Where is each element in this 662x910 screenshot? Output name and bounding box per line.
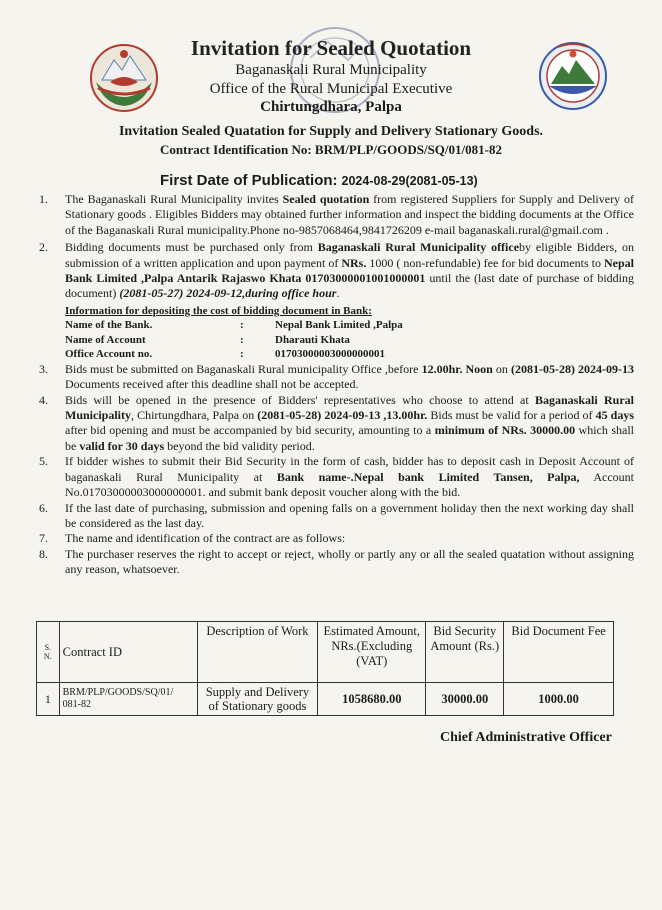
table-header-row: [37, 622, 614, 683]
cell-sn: 1: [37, 683, 60, 716]
header-contract-id: Contract ID: [59, 622, 197, 683]
publication-date-line: [160, 172, 478, 190]
list-item: 2. Bidding documents must be purchased only from Baganaskali Rural Municipality officeby eligible Bidders, on submission of a written application and upon payment of NRs. 1000 ( non-refundable) fee for bid documents to Nepal Bank Limited ,Palpa Antarik Rajaswo Khata 01703000001001000001 until the (last date of purchase of bidding document) (2081-05-27) 2024-09-12,during office hour.: [39, 240, 635, 301]
contract-table: [36, 621, 614, 716]
conditions-list: [28, 192, 634, 578]
list-item: 5. If bidder wishes to submit their Bid Security in the form of cash, bidder has to deposit cash in Deposit Account of baganaskali Rural Municipality at Bank name-.Nepal bank Limited Tansen, Palpa, Account No.01703000003000000001. and submit bank deposit voucher along with the bid.: [39, 454, 634, 500]
list-item: 1. The Baganaskali Rural Municipality invites Sealed quotation from registered Suppliers for Supply and Delivery of Stationary goods . Eligibles Bidders may obtained further information and inspect the bidding documents at the Office of the Baganaskali Rural municipality.Phone no-9857068464,9841726209 e-mail baganaskali.rural@gmail.com .: [39, 192, 634, 237]
bank-info-row: Office Account no. : 01703000003000000001: [65, 348, 385, 361]
table-row: [37, 683, 614, 716]
cell-bid-document-fee: 1000.00: [504, 683, 614, 716]
publication-label: First Date of Publication:: [160, 172, 338, 189]
bank-info-heading: Information for depositing the cost of bidding document in Bank:: [65, 304, 372, 317]
cell-contract-id: BRM/PLP/GOODS/SQ/01/ 081-82: [59, 683, 197, 716]
list-item: 7. The name and identification of the contract are as follows:: [39, 531, 346, 546]
cell-estimated-amount: 1058680.00: [318, 683, 426, 716]
notice-heading: Invitation Sealed Quatation for Supply and Delivery Stationary Goods.: [118, 124, 544, 139]
header-sn: S. N.: [37, 622, 60, 683]
contract-identification: Contract Identification No: BRM/PLP/GOODS/SQ/01/081-82: [160, 142, 502, 157]
bank-info-row: Name of the Bank. : Nepal Bank Limited ,Palpa: [65, 319, 403, 332]
list-item: 8. The purchaser reserves the right to accept or reject, wholly or partly any or all the sealed quatation without assigning any reason, whatsoever.: [39, 546, 634, 577]
bank-info-row: Name of Account : Dharauti Khata: [65, 333, 350, 346]
header-bid-document-fee: Bid Document Fee: [504, 622, 614, 683]
signatory-title: Chief Administrative Officer: [440, 730, 612, 745]
list-item: 4. Bids will be opened in the presence of Bidders' representatives who choose to attend at Baganaskali Rural Municipality, Chirtungdhara, Palpa on (2081-05-28) 2024-09-13 ,13.00hr. Bids must be valid for a period of 45 days after bid opening and must be accompanied by bid security, amounting to a minimum of NRs. 30000.00 which shall be valid for 30 days beyond the bid validity period.: [39, 392, 635, 453]
publication-date: 2024-08-29(2081-05-13): [341, 174, 478, 188]
header-estimated-amount: Estimated Amount, NRs.(Excluding (VAT): [318, 622, 426, 683]
office-location: Chirtungdhara, Palpa: [260, 99, 402, 115]
list-item: 6. If the last date of purchasing, submission and opening falls on a government holiday then the next working day shall be considered as the last day.: [39, 500, 634, 530]
list-item: 3. Bids must be submitted on Baganaskali Rural municipality Office ,before 12.00hr. Noon on (2081-05-28) 2024-09-13 Documents received after this deadline shall not be accepted.: [39, 361, 634, 392]
header-bid-security: Bid Security Amount (Rs.): [426, 622, 504, 683]
office-name: Office of the Rural Municipal Executive: [209, 81, 453, 97]
cell-bid-security: 30000.00: [426, 683, 504, 716]
bank-information: [65, 304, 634, 362]
municipality-name: Baganaskali Rural Municipality: [235, 62, 427, 78]
header-description: Description of Work: [197, 622, 318, 683]
notice-title: Invitation for Sealed Quotation: [190, 36, 472, 60]
cell-description: Supply and Delivery of Stationary goods: [197, 683, 318, 716]
